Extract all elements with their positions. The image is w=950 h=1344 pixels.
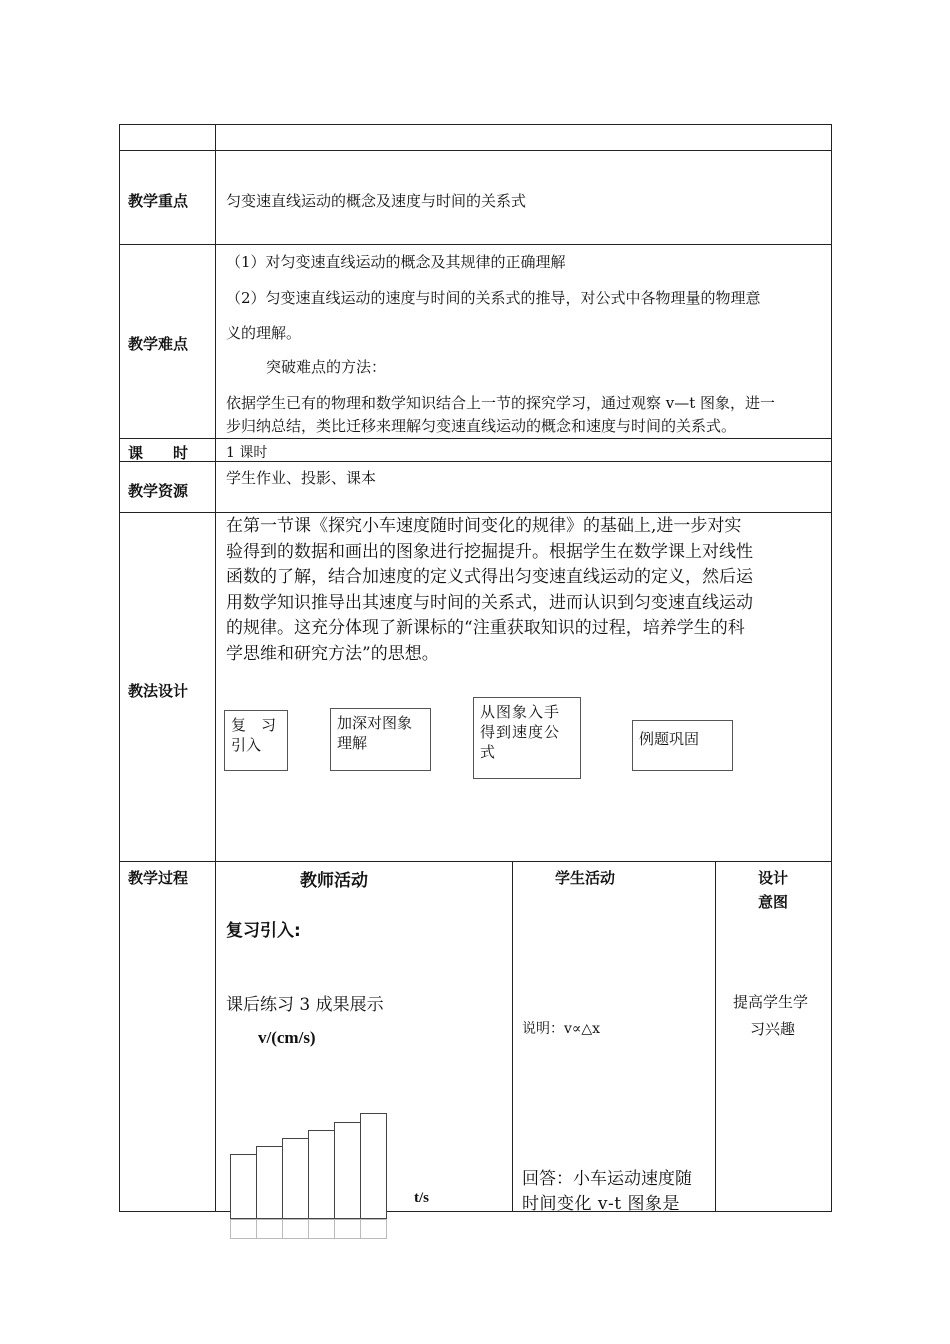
method-design-line-5: 的规律。这充分体现了新课标的“注重获取知识的过程，培养学生的科 bbox=[226, 618, 745, 638]
chart-grid-cell-4 bbox=[308, 1219, 335, 1239]
process-label: 教学过程 bbox=[128, 869, 189, 887]
table-right-border bbox=[831, 124, 832, 1212]
key-points-content: 匀变速直线运动的概念及速度与时间的关系式 bbox=[226, 192, 527, 210]
difficulty-2a: （2）匀变速直线运动的速度与时间的关系式的推导，对公式中各物理量的物理意 bbox=[226, 289, 761, 307]
student-header: 学生活动 bbox=[555, 869, 616, 887]
flow-box-review: 复 习 引入 bbox=[224, 710, 288, 771]
review-title: 复习引入: bbox=[226, 921, 301, 941]
row-border-6 bbox=[119, 861, 832, 862]
chart-bar-6 bbox=[360, 1113, 387, 1219]
method-design-line-4: 用数学知识推导出其速度与时间的关系式，进而认识到匀变速直线运动 bbox=[226, 592, 753, 613]
row-border-3 bbox=[119, 438, 832, 439]
flow-box-deepen: 加深对图象 理解 bbox=[330, 708, 431, 771]
method-line-a: 依据学生已有的物理和数学知识结合上一节的探究学习，通过观察 v—t 图象，进一 bbox=[226, 394, 776, 412]
method-design-line-3: 函数的了解，结合加速度的定义式得出匀变速直线运动的定义，然后运 bbox=[226, 567, 753, 587]
chart-bar-3 bbox=[282, 1138, 309, 1219]
chart-grid-cell-5 bbox=[334, 1219, 361, 1239]
intent-header-1: 设计 bbox=[758, 869, 789, 887]
chart-grid-cell-3 bbox=[282, 1219, 309, 1239]
student-answer-2: 时间变化 v-t 图象是 bbox=[522, 1194, 680, 1214]
row-border-2 bbox=[119, 244, 832, 245]
table-left-border bbox=[119, 124, 120, 1212]
key-points-label: 教学重点 bbox=[128, 192, 189, 210]
vt-bar-chart bbox=[230, 1100, 390, 1232]
x-axis-label: t/s bbox=[414, 1190, 429, 1206]
row-border-5 bbox=[119, 512, 832, 513]
chart-bar-4 bbox=[308, 1130, 335, 1219]
teacher-header: 教师活动 bbox=[300, 871, 368, 891]
chart-grid-cell-2 bbox=[256, 1219, 283, 1239]
method-design-line-2: 验得到的数据和画出的图象进行挖掘提升。根据学生在数学课上对线性 bbox=[226, 541, 753, 562]
method-design-label: 教法设计 bbox=[128, 682, 189, 700]
flow-box-formula: 从图象入手 得到速度公 式 bbox=[473, 697, 581, 779]
teacher-student-divider bbox=[512, 861, 513, 1212]
intent-line-1: 提高学生学 bbox=[733, 993, 809, 1011]
label-column-border bbox=[215, 124, 216, 1212]
method-design-paragraph bbox=[226, 514, 826, 667]
hours-label: 课 时 bbox=[128, 444, 189, 462]
method-design-line-6: 学思维和研究方法”的思想。 bbox=[226, 643, 439, 664]
difficulty-2b: 义的理解。 bbox=[226, 324, 302, 342]
y-axis-label: v/(cm/s) bbox=[258, 1028, 316, 1047]
student-note: 说明：v∝△x bbox=[522, 1021, 601, 1037]
flow-box-examples: 例题巩固 bbox=[632, 720, 733, 771]
table-top-border bbox=[119, 124, 832, 125]
resources-label: 教学资源 bbox=[128, 482, 189, 500]
intent-line-2: 习兴趣 bbox=[750, 1020, 796, 1038]
chart-bar-5 bbox=[334, 1122, 361, 1219]
resources-content: 学生作业、投影、课本 bbox=[226, 469, 377, 487]
method-title: 突破难点的方法： bbox=[266, 358, 387, 376]
method-line-b: 步归纳总结，类比迁移来理解匀变速直线运动的概念和速度与时间的关系式。 bbox=[226, 417, 737, 435]
row-border-1 bbox=[119, 150, 832, 151]
chart-bar-2 bbox=[256, 1146, 283, 1219]
chart-grid-cell-6 bbox=[360, 1219, 387, 1239]
method-design-line-1: 在第一节课《探究小车速度随时间变化的规律》的基础上,进一步对实 bbox=[226, 516, 742, 536]
hours-content: 1 课时 bbox=[226, 445, 268, 461]
intent-header-2: 意图 bbox=[758, 893, 789, 911]
table-bottom-border bbox=[119, 1211, 832, 1212]
chart-bar-1 bbox=[230, 1154, 257, 1219]
exercise-text: 课后练习 3 成果展示 bbox=[226, 995, 384, 1015]
difficulties-label: 教学难点 bbox=[128, 335, 189, 353]
difficulty-1: （1）对匀变速直线运动的概念及其规律的正确理解 bbox=[226, 253, 566, 271]
student-intent-divider bbox=[715, 861, 716, 1212]
chart-grid-cell-1 bbox=[230, 1219, 257, 1239]
student-answer-1: 回答：小车运动速度随 bbox=[522, 1169, 692, 1189]
